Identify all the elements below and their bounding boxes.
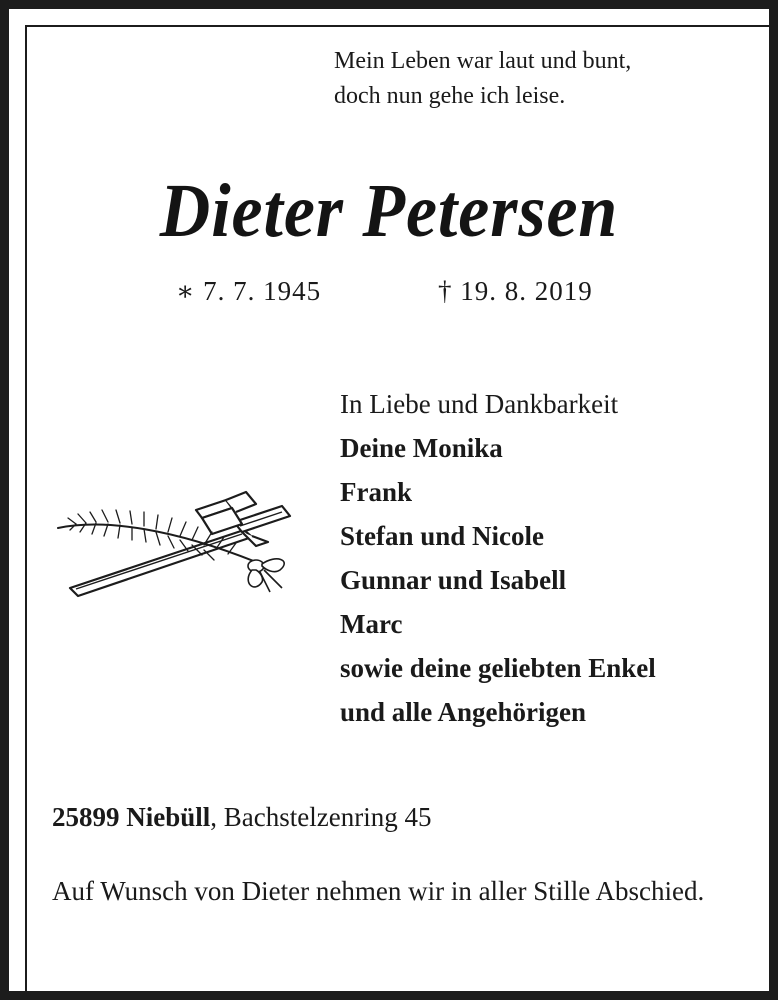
mourner-name: Marc <box>340 609 403 639</box>
motto <box>334 44 631 114</box>
death-date: † 19. 8. 2019 <box>438 276 593 306</box>
funeral-notice: Auf Wunsch von Dieter nehmen wir in aller Stille Abschied. <box>52 876 705 906</box>
mourners-intro: In Liebe und Dankbarkeit <box>340 389 619 419</box>
mourner-name: Deine Monika <box>340 433 503 463</box>
motto-line: Mein Leben war laut und bunt, <box>334 48 632 74</box>
mourning-address <box>52 802 431 833</box>
address-street: , Bachstelzenring 45 <box>210 802 432 832</box>
cross-with-palm-branch-icon <box>56 490 306 610</box>
mourner-name: Stefan und Nicole <box>340 521 545 551</box>
mourner-name: sowie deine geliebten Enkel <box>340 653 656 683</box>
mourner-name: und alle Angehörigen <box>340 697 587 727</box>
mourners-list <box>340 382 656 734</box>
birth-date: ∗ 7. 7. 1945 <box>176 276 322 306</box>
deceased-name: Dieter Petersen <box>159 169 619 253</box>
address-city: 25899 Niebüll <box>52 802 211 832</box>
motto-line: doch nun gehe ich leise. <box>334 83 566 109</box>
mourner-name: Frank <box>340 477 413 507</box>
mourner-name: Gunnar und Isabell <box>340 565 567 595</box>
